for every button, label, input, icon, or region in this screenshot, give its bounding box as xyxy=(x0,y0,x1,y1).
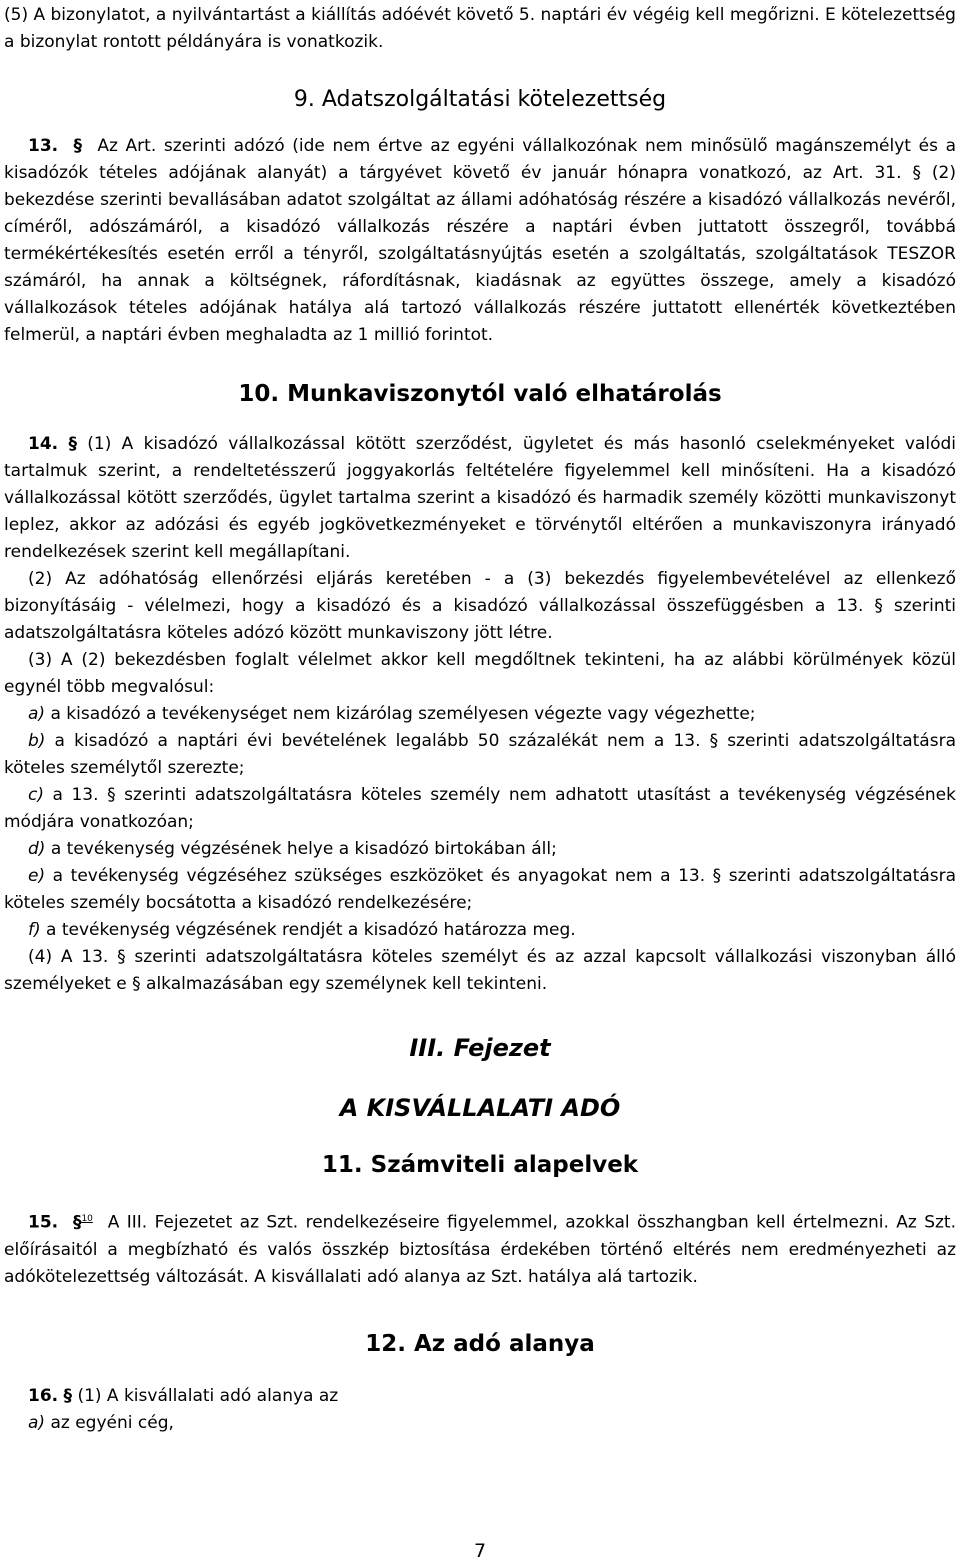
section-14-item-b: b) a kisadózó a naptári évi bevételének legalább 50 százalékát nem a 13. § szerinti adatszolgáltatásra köteles személytől szerezte; xyxy=(4,731,956,778)
chapter-number: III. Fejezet xyxy=(409,1034,551,1062)
section-heading-9: 9. Adatszolgáltatási kötelezettség xyxy=(293,87,667,112)
section-14-item-c: c) a 13. § szerinti adatszolgáltatásra köteles személy nem adhatott utasítást a tevékenység végzésének módjára vonatkozóan; xyxy=(4,785,956,832)
section-16-item-a: a) az egyéni cég, xyxy=(28,1412,174,1433)
section-14-para-2: (2) Az adóhatóság ellenőrzési eljárás keretében - a (3) bekezdés figyelembevételével az ellenkező bizonyításáig - vélelmezi, hogy a kisadózó és a kisadózó vállalkozással összefüggésben a 13. § szerinti adatszolgáltatásra köteles adózó között munkaviszony jött létre. xyxy=(4,569,956,643)
section-14-para-4: (4) A 13. § szerinti adatszolgáltatásra köteles személyt és az azzal kapcsolt vállalkozási viszonyban álló személyeket e § alkalmazásában egy személynek kell tekinteni. xyxy=(4,947,956,994)
section-14-item-f: f) a tevékenység végzésének rendjét a kisadózó határozza meg. xyxy=(28,920,576,940)
section-14-para-3: (3) A (2) bekezdésben foglalt vélelmet akkor kell megdőltnek tekinteni, ha az alábbi körülmények közül egynél több megvalósul: xyxy=(4,650,956,697)
section-15: 15. §$^{10}$ A III. Fejezetet az Szt. rendelkezéseire figyelemmel, azokkal összhangban kell értelmezni. Az Szt. előírásaitól a megbízható és valós összkép biztosítása érdekében történő eltérés nem eredményezheti az adókötelezettség változását. A kisvállalati adó alanya az Szt. hatálya alá tartozik. xyxy=(4,1212,956,1287)
document-page xyxy=(4,0,956,1437)
section-14-para-1: 14. § (1) A kisadózó vállalkozással kötött szerződést, ügyletet és más hasonló cselekményeket valódi tartalmuk szerint, a rendeltetésszerű joggyakorlás feltételére figyelemmel kell minősíteni. Ha a kisadózó vállalkozással kötött szerződés, ügylet tartalma szerint a kisadózó és harmadik személy közötti munkaviszonyt leplez, akkor az adózási és egyéb jogkövetkezményeket e törvénytől eltérően a munkaviszonyra irányadó rendelkezések szerint kell megállapítani. xyxy=(4,434,956,562)
chapter-title: A KISVÁLLALATI ADÓ xyxy=(339,1094,621,1122)
section-heading-11: 11. Számviteli alapelvek xyxy=(321,1152,639,1178)
section-heading-12: 12. Az adó alanya xyxy=(365,1330,595,1357)
section-13: 13. § Az Art. szerinti adózó (ide nem értve az egyéni vállalkozónak nem minősülő magánszemélyt és a kisadózók tételes adójának alanyát) a tárgyévet követő év január hónapra vonatkozó, az Art. 31. § (2) bekezdése szerinti bevallásában adatot szolgáltat az állami adóhatóság részére a kisadózó vállalkozás nevéről, címéről, adószámáról, a kisadózó vállalkozás részére a naptári évben juttatott összegről, továbbá termékértékesítés esetén erről a tényről, szolgáltatásnyújtás esetén a szolgáltatás, szolgáltatások TESZOR számáról, ha annak a költségnek, ráfordításnak, kiadásnak az együttes összege, amely a kisadózó vállalkozások tételes adójának hatálya alá tartozó vállalkozás részére juttatott ellenérték következtében felmerül, a naptári évben meghaladta az 1 millió forintot. xyxy=(4,136,957,345)
section-14-item-e: e) a tevékenység végzéséhez szükséges eszközöket és anyagokat nem a 13. § szerinti adatszolgáltatásra köteles személy bocsátotta a kisadózó rendelkezésére; xyxy=(4,866,956,913)
section-14-item-d: d) a tevékenység végzésének helye a kisadózó birtokában áll; xyxy=(28,839,557,859)
section-14-item-a: a) a kisadózó a tevékenységet nem kizárólag személyesen végezte vagy végezhette; xyxy=(28,704,756,724)
paragraph-13-5: (5) A bizonylatot, a nyilvántartást a kiállítás adóévét követő 5. naptári év végéig kell megőrizni. E kötelezettség a bizonylat rontott példányára is vonatkozik. xyxy=(4,5,956,52)
section-heading-10: 10. Munkaviszonytól való elhatárolás xyxy=(238,381,722,407)
footnote-link[interactable]: 10 xyxy=(81,1214,93,1224)
page-number: 7 xyxy=(473,1540,487,1562)
section-16-para-1: 16. § (1) A kisvállalati adó alanya az xyxy=(28,1385,339,1406)
